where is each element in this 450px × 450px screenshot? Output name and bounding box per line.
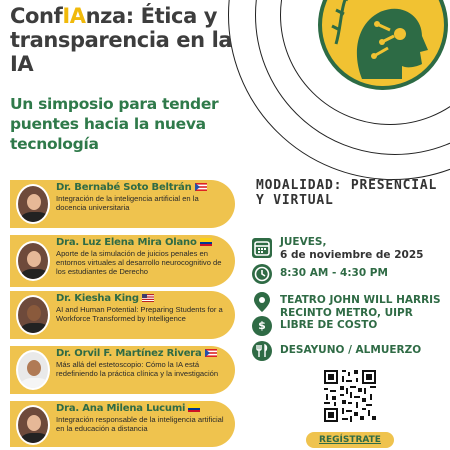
puerto-rico-flag-icon [205, 349, 217, 357]
speaker-name: Dra. Ana Milena Lucumi [56, 403, 231, 414]
page-title [10, 4, 240, 76]
location-pin-icon [252, 291, 272, 311]
usa-flag-icon [142, 294, 154, 302]
speaker-talk: Aporte de la simulación de juicios penales en entornos virtuales al desarrollo neurocognitivo de los estudiantes de Derecho [56, 249, 222, 276]
speaker-name: Dr. Orvil F. Martínez Rivera [56, 348, 231, 359]
cost-row [252, 316, 447, 338]
speaker-talk: Más allá del estetoscopio: Cómo la IA está redefiniendo la práctica clínica y la investigación [56, 360, 219, 378]
speaker-photo [16, 405, 50, 445]
speaker-talk: AI and Human Potential: Preparing Students for a Workforce Transformed by Intelligence [56, 305, 223, 323]
registration-qr-code[interactable] [322, 368, 378, 424]
speaker-name: Dr. Bernabé Soto Beltrán [56, 182, 231, 193]
utensils-icon [252, 341, 272, 361]
speaker-photo [16, 241, 50, 281]
speaker-photo [16, 350, 50, 390]
speaker-talk: Integración de la inteligencia artificial en la docencia universitaria [56, 194, 199, 212]
speaker-card [10, 401, 235, 447]
event-cost: LIBRE DE COSTO [280, 319, 378, 331]
speaker-talk: Integración responsable de la inteligencia artificial en la educación a distancia [56, 415, 224, 433]
title-text-start: Conf [10, 4, 63, 28]
speaker-card [10, 235, 235, 287]
event-meals: DESAYUNO / ALMUERZO [280, 344, 422, 356]
time-row [252, 264, 447, 286]
title-text-ia: IA [62, 4, 86, 28]
event-time: 8:30 AM - 4:30 PM [280, 267, 388, 279]
title-text-end: nza: Ética y transparencia en la IA [10, 4, 233, 76]
speaker-card [10, 291, 235, 339]
speaker-photo [16, 184, 50, 224]
speaker-name: Dr. Kiesha King [56, 293, 231, 304]
modality-heading: MODALIDAD: PRESENCIAL Y VIRTUAL [256, 178, 438, 208]
dollar-icon: $ [252, 316, 272, 336]
puerto-rico-flag-icon [195, 183, 207, 191]
speaker-card [10, 180, 235, 228]
page-subtitle: Un simposio para tender puentes hacia la nueva tecnología [10, 95, 219, 153]
food-row [252, 341, 447, 363]
clock-icon [252, 264, 272, 284]
speaker-card [10, 346, 235, 394]
calendar-icon [252, 238, 272, 258]
event-venue: TEATRO JOHN WILL HARRIS RECINTO METRO, UIPR [280, 294, 441, 319]
speaker-photo [16, 295, 50, 335]
colombia-flag-icon [188, 404, 200, 412]
speaker-name: Dra. Luz Elena Mira Olano [56, 237, 231, 248]
colombia-flag-icon [200, 238, 212, 246]
register-button[interactable]: REGÍSTRATE [306, 432, 394, 448]
event-date: JUEVES, 6 de noviembre de 2025 [280, 236, 424, 261]
